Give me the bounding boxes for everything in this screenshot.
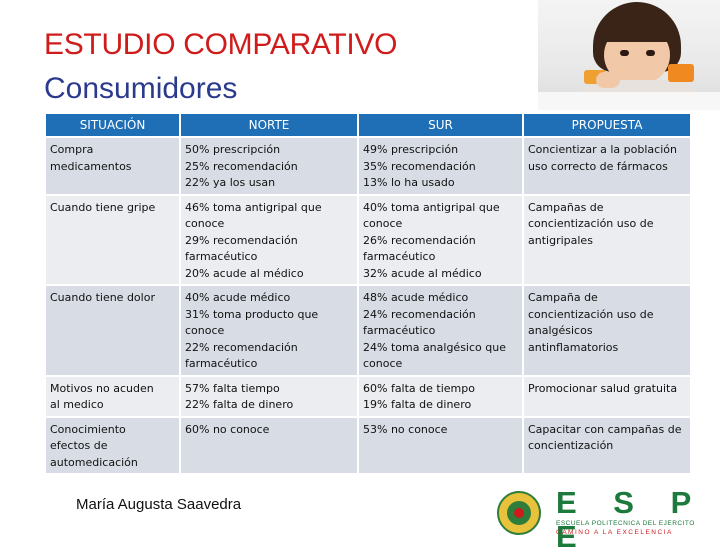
cell-line: concientización bbox=[528, 439, 614, 452]
cell-line: 22% ya los usan bbox=[185, 176, 276, 189]
espe-logo-text: E S P E bbox=[556, 485, 705, 554]
cell-sur bbox=[359, 286, 522, 375]
cell-line: farmacéutico bbox=[185, 357, 258, 370]
cell-line: 46% toma antigripal que bbox=[185, 200, 322, 214]
cell-line: medicamentos bbox=[50, 159, 132, 173]
cell-line: 24% recomendación bbox=[363, 307, 476, 321]
cell-norte bbox=[181, 286, 357, 375]
table-row bbox=[46, 418, 690, 474]
cell-sur bbox=[359, 138, 522, 194]
cell-propuesta bbox=[524, 196, 690, 285]
cell-line: automedicación bbox=[50, 455, 138, 469]
cell-line: 40% acude médico bbox=[185, 291, 291, 304]
pill-bottle-icon bbox=[668, 64, 694, 82]
cell-line: uso correcto de fármacos bbox=[528, 159, 668, 173]
cell-propuesta bbox=[524, 377, 690, 416]
author-name: María Augusta Saavedra bbox=[76, 496, 242, 513]
slide-title: ESTUDIO COMPARATIVO bbox=[44, 28, 398, 61]
cell-norte bbox=[181, 377, 357, 416]
cell-line: farmacéutico bbox=[185, 250, 258, 263]
cell-line: Capacitar con campañas de bbox=[528, 422, 682, 436]
espe-logo-slogan: CAMINO A LA EXCELENCIA bbox=[556, 529, 673, 536]
cell-line: 26% recomendación bbox=[363, 233, 476, 247]
cell-line: Promocionar salud gratuita bbox=[528, 381, 678, 395]
cell-line: 22% recomendación bbox=[185, 340, 298, 354]
cell-line: Cuando tiene dolor bbox=[50, 291, 155, 304]
cell-line: 60% no conoce bbox=[185, 422, 270, 436]
cell-line: 50% prescripción bbox=[185, 143, 281, 156]
cell-situacion bbox=[46, 286, 179, 375]
cell-line: farmacéutico bbox=[363, 324, 436, 337]
table-row bbox=[46, 377, 690, 416]
table-row bbox=[46, 196, 690, 285]
cell-situacion bbox=[46, 377, 179, 416]
cell-line: 32% acude al médico bbox=[363, 266, 482, 280]
cell-line: conoce bbox=[363, 217, 403, 230]
cell-propuesta bbox=[524, 138, 690, 194]
header-norte: NORTE bbox=[181, 114, 357, 136]
cell-line: conoce bbox=[185, 217, 225, 230]
cell-sur bbox=[359, 377, 522, 416]
cell-line: Cuando tiene gripe bbox=[50, 200, 156, 214]
table-row bbox=[46, 138, 690, 194]
comparison-table bbox=[44, 112, 692, 475]
cell-line: al medico bbox=[50, 398, 104, 411]
cell-line: Conocimiento bbox=[50, 422, 126, 436]
cell-situacion bbox=[46, 418, 179, 474]
cell-sur bbox=[359, 418, 522, 474]
cell-line: concientización uso de bbox=[528, 307, 654, 321]
cell-propuesta bbox=[524, 286, 690, 375]
cell-line: 48% acude médico bbox=[363, 291, 469, 304]
table-header-row bbox=[46, 114, 690, 136]
cell-propuesta bbox=[524, 418, 690, 474]
cell-line: 20% acude al médico bbox=[185, 266, 304, 280]
cell-line: conoce bbox=[185, 324, 225, 337]
cell-line: Concientizar a la población bbox=[528, 143, 677, 156]
cell-line: 35% recomendación bbox=[363, 159, 476, 173]
cell-norte bbox=[181, 196, 357, 285]
cell-line: 60% falta de tiempo bbox=[363, 381, 475, 395]
table-row bbox=[46, 286, 690, 375]
cell-line: 22% falta de dinero bbox=[185, 398, 294, 411]
child-photo bbox=[538, 0, 720, 110]
cell-norte bbox=[181, 418, 357, 474]
cell-line: 57% falta tiempo bbox=[185, 381, 280, 395]
cell-line: antigripales bbox=[528, 233, 593, 247]
cell-line: efectos de bbox=[50, 439, 108, 452]
cell-line: 19% falta de dinero bbox=[363, 398, 472, 411]
cell-line: 24% toma analgésico que bbox=[363, 340, 506, 354]
slide-subtitle: Consumidores bbox=[44, 72, 238, 105]
cell-line: 31% toma producto que bbox=[185, 307, 319, 321]
cell-line: 13% lo ha usado bbox=[363, 176, 455, 189]
header-propuesta: PROPUESTA bbox=[524, 114, 690, 136]
cell-situacion bbox=[46, 138, 179, 194]
cell-line: Campaña de bbox=[528, 291, 598, 304]
cell-line: Motivos no acuden bbox=[50, 381, 154, 395]
cell-line: farmacéutico bbox=[363, 250, 436, 263]
espe-logo-subtitle: ESCUELA POLITÉCNICA DEL EJÉRCITO bbox=[556, 520, 695, 527]
cell-line: analgésicos bbox=[528, 324, 593, 337]
cell-line: 29% recomendación bbox=[185, 233, 298, 247]
cell-line: 25% recomendación bbox=[185, 159, 298, 173]
cell-line: 53% no conoce bbox=[363, 422, 448, 436]
cell-line: antinflamatorios bbox=[528, 340, 619, 354]
cell-sur bbox=[359, 196, 522, 285]
cell-line: 49% prescripción bbox=[363, 143, 459, 156]
cell-situacion bbox=[46, 196, 179, 285]
cell-norte bbox=[181, 138, 357, 194]
cell-line: Campañas de bbox=[528, 200, 604, 214]
cell-line: Compra bbox=[50, 143, 94, 156]
cell-line: 40% toma antigripal que bbox=[363, 200, 500, 214]
header-sur: SUR bbox=[359, 114, 522, 136]
header-situacion: SITUACIÓN bbox=[46, 114, 179, 136]
cell-line: conoce bbox=[363, 357, 403, 370]
espe-emblem-icon bbox=[497, 491, 541, 535]
cell-line: concientización uso de bbox=[528, 217, 654, 230]
